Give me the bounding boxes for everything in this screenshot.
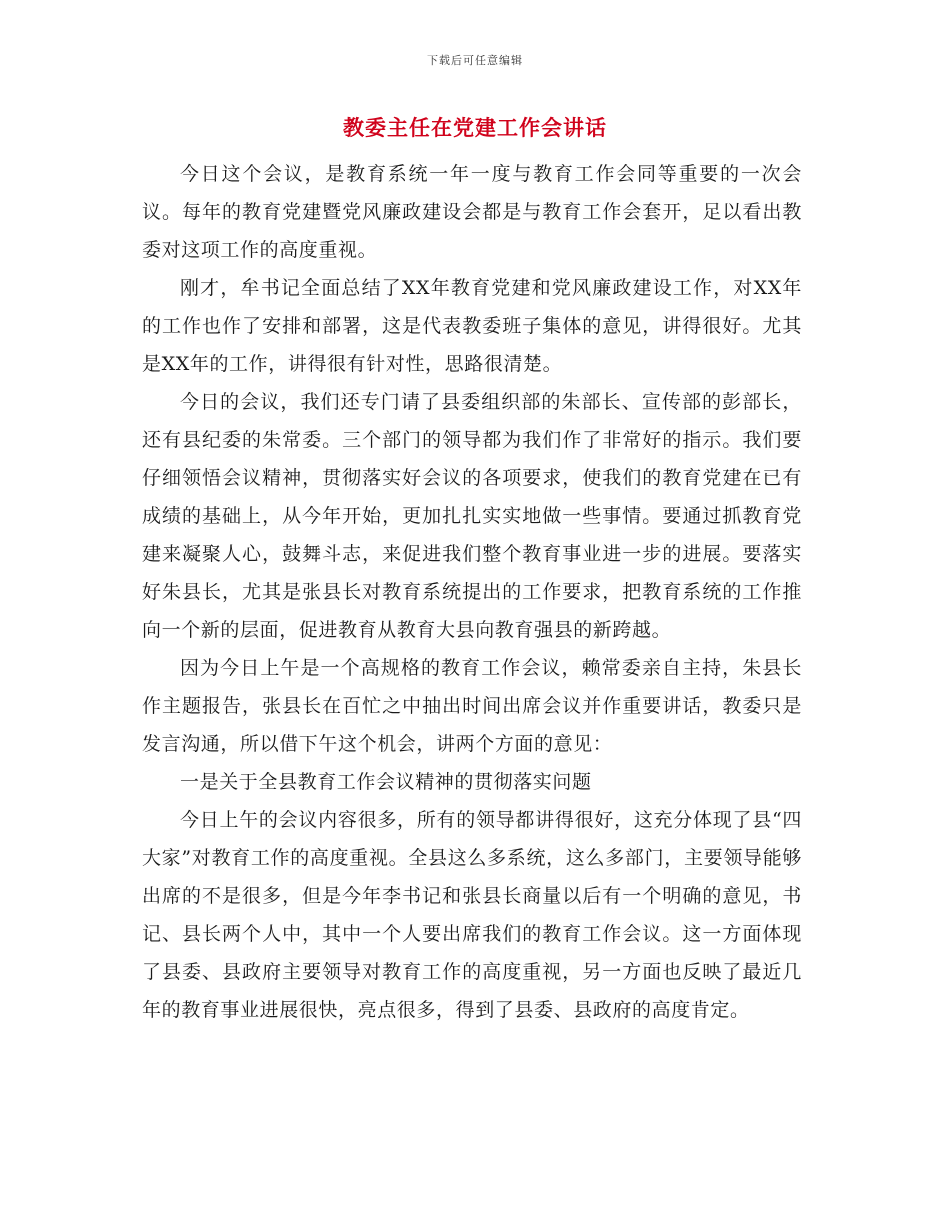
section-heading-1: 一是关于全县教育工作会议精神的贯彻落实问题 — [180, 771, 592, 793]
paragraph-5: 今日上午的会议内容很多，所有的领导都讲得很好，这充分体现了县“四大家”对教育工作的高度重视。全县这么多系统，这么多部门，主要领导能够出席的不是很多，但是今年李书记和张县长商量以后有一个明确的意见，书记、县长两个人中，其中一个人要出席我们的教育工作会议。这一方面体现了县委、县政府主要领导对教育工作的高度重视，另一方面也反映了最近几年的教育事业进展很快，亮点很多，得到了县委、县政府的高度肯定。 — [142, 809, 802, 1021]
document-body — [142, 155, 802, 1029]
paragraph-1: 今日这个会议，是教育系统一年一度与教育工作会同等重要的一次会议。每年的教育党建暨党风廉政建设会都是与教育工作会套开，足以看出教委对这项工作的高度重视。 — [142, 163, 802, 261]
document-title: 教委主任在党建工作会讲话 — [343, 115, 607, 140]
paragraph-3: 今日的会议，我们还专门请了县委组织部的朱部长、宣传部的彭部长，还有县纪委的朱常委。三个部门的领导都为我们作了非常好的指示。我们要仔细领悟会议精神，贯彻落实好会议的各项要求，使我们的教育党建在已有成绩的基础上，从今年开始，更加扎扎实实地做一些事情。要通过抓教育党建来凝聚人心，鼓舞斗志，来促进我们整个教育事业进一步的进展。要落实好朱县长，尤其是张县长对教育系统提出的工作要求，把教育系统的工作推向一个新的层面，促进教育从教育大县向教育强县的新跨越。 — [142, 391, 802, 641]
header-note: 下载后可任意编辑 — [427, 54, 523, 67]
paragraph-2: 刚才，牟书记全面总结了XX年教育党建和党风廉政建设工作，对XX年的工作也作了安排和部署，这是代表教委班子集体的意见，讲得很好。尤其是XX年的工作，讲得很有针对性，思路很清楚。 — [142, 277, 802, 375]
paragraph-4: 因为今日上午是一个高规格的教育工作会议，赖常委亲自主持，朱县长作主题报告，张县长在百忙之中抽出时间出席会议并作重要讲话，教委只是发言沟通，所以借下午这个机会，讲两个方面的意见： — [142, 657, 802, 755]
